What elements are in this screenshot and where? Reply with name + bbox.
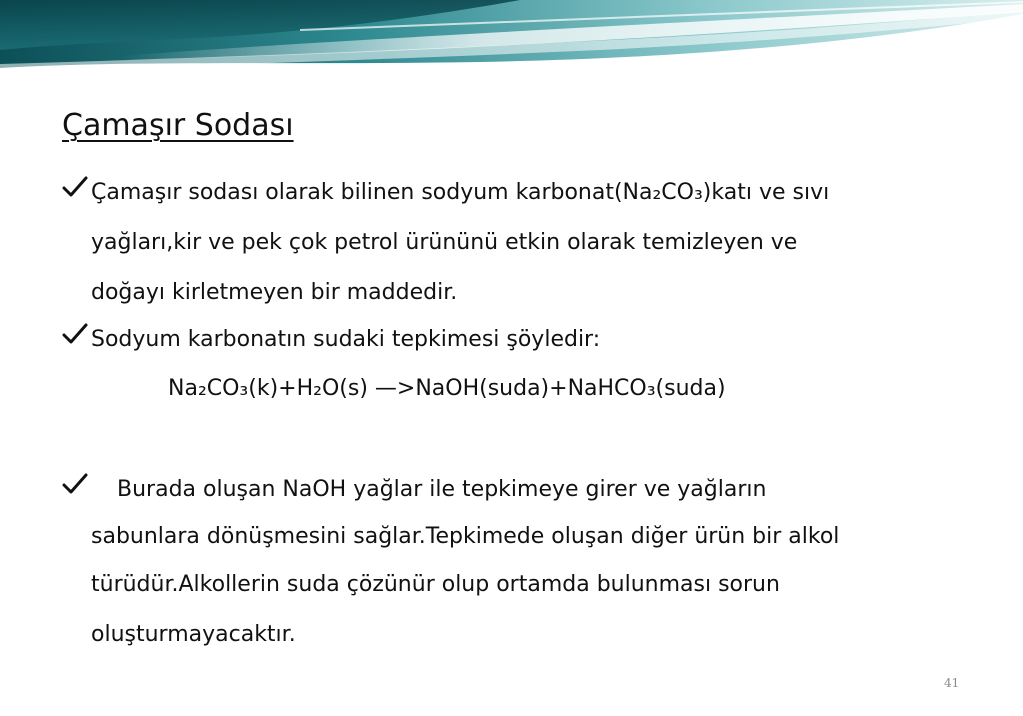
bullet-3-line-2: sabunlara dönüşmesini sağlar.Tepkimede oluşan diğer ürün bir alkol [91, 524, 840, 549]
bullet-1-line-3: doğayı kirletmeyen bir maddedir. [91, 280, 458, 305]
checkmark-icon [62, 473, 88, 495]
bullet-3-line-4: oluşturmayacaktır. [91, 622, 296, 647]
page-number: 41 [944, 676, 960, 690]
bullet-2-line-1: Sodyum karbonatın sudaki tepkimesi şöyledir: [91, 327, 601, 352]
bullet-1-line-1: Çamaşır sodası olarak bilinen sodyum karbonat(Na₂CO₃)katı ve sıvı [91, 180, 830, 205]
header-wave-decoration [0, 0, 1023, 80]
bullet-3-line-3: türüdür.Alkollerin suda çözünür olup ortamda bulunması sorun [91, 572, 780, 597]
slide-title: Çamaşır Sodası [62, 108, 294, 143]
checkmark-icon [62, 323, 88, 345]
bullet-1-line-2: yağları,kir ve pek çok petrol ürününü etkin olarak temizleyen ve [91, 230, 798, 255]
bullet-3-line-1: Burada oluşan NaOH yağlar ile tepkimeye girer ve yağların [117, 477, 767, 502]
checkmark-icon [62, 176, 88, 198]
reaction-equation: Na₂CO₃(k)+H₂O(s) —>NaOH(suda)+NaHCO₃(suda) [168, 376, 726, 401]
